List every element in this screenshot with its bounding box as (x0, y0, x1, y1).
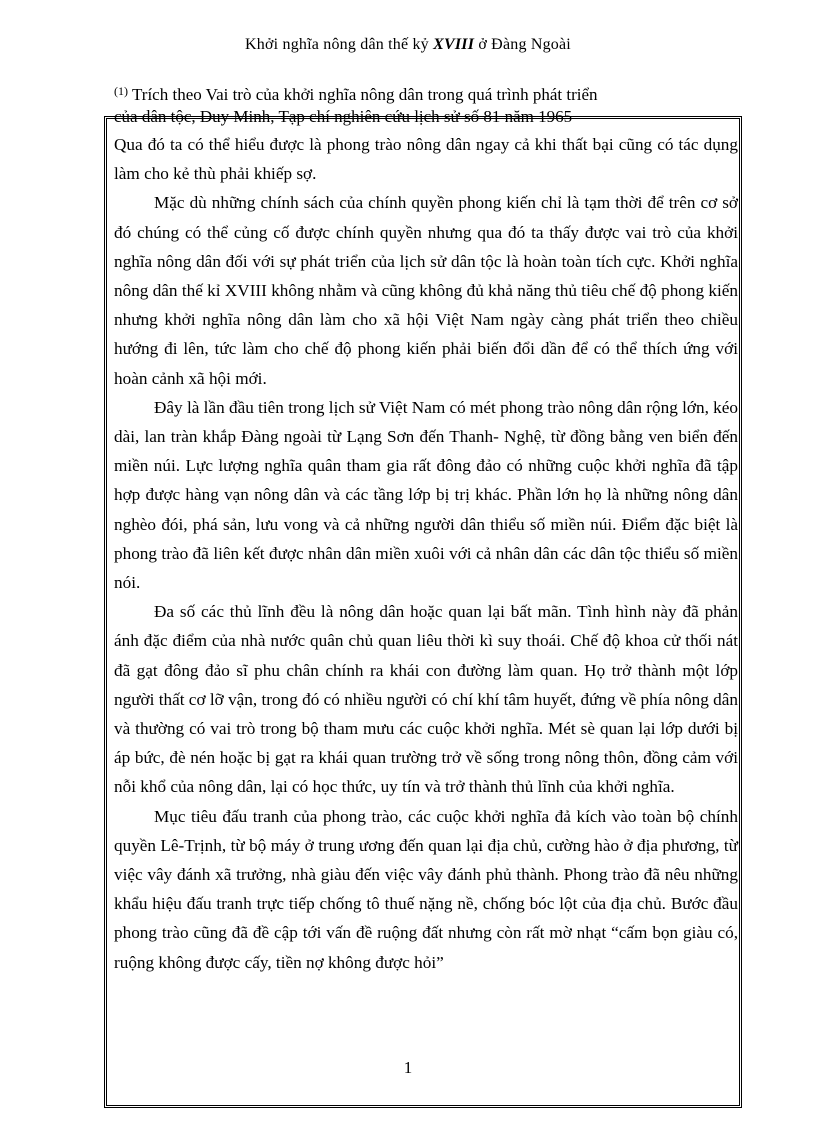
footnote-marker: (1) (114, 84, 128, 98)
header-suffix: ở Đàng Ngoài (474, 36, 571, 53)
footnote-line-1 (114, 80, 738, 106)
paragraph-3: Đây là lần đầu tiên trong lịch sử Việt Nam có mét phong trào nông dân rộng lớn, kéo dài, lan tràn khắp Đàng ngoài từ Lạng Sơn đến Thanh- Nghệ, từ đồng bằng ven biển đến miền núi. Lực lượng nghĩa quân tham gia rất đông đảo có những cuộc khởi nghĩa đã tập hợp được hàng vạn nông dân và các tầng lớp bị trị khác. Phần lớn họ là những nông dân nghèo đói, phá sản, lưu vong và cả những người dân thiểu số miền núi. Điểm đặc biệt là phong trào đã liên kết được nhân dân miền xuôi với cả nhân dân các dân tộc thiểu số miền nói. (114, 397, 738, 593)
page-number: 1 (403, 1058, 413, 1077)
paragraph-4: Đa số các thủ lĩnh đều là nông dân hoặc quan lại bất mãn. Tình hình này đã phản ánh đặc điểm của nhà nước quân chủ quan liêu thời kì suy thoái. Chế độ khoa cử thối nát đã gạt đông đảo sĩ phu chân chính ra khái con đường làm quan. Họ trở thành một lớp người thất cơ lỡ vận, trong đó có nhiều người có chí khí tâm huyết, đứng về phía nông dân và thường có vai trò trong bộ tham mưu các cuộc khởi nghĩa. Mét sè quan lại lớp dưới bị áp bức, đè nén hoặc bị gạt ra khái quan trường trở về sống trong nông thôn, đồng cảm với nỗi khổ của nông dân, lại có học thức, uy tín và trở thành thủ lĩnh của khởi nghĩa. (114, 602, 738, 797)
footnote-text-1: Trích theo Vai trò của khởi nghĩa nông dân trong quá trình phát triển (132, 85, 598, 104)
running-header (0, 36, 816, 54)
paragraph-5: Mục tiêu đấu tranh của phong trào, các cuộc khởi nghĩa đả kích vào toàn bộ chính quyền Lê-Trịnh, từ bộ máy ở trung ương đến quan lại địa chủ, cường hào ở địa phương, từ việc vây đánh xã trưởng, nhà giàu đến việc vây đánh phủ thành. Phong trào đã nêu những khẩu hiệu đấu tranh trực tiếp chống tô thuế nặng nề, chống bóc lột của địa chủ. Bước đầu phong trào cũng đã đề cập tới vấn đề ruộng đất nhưng còn rất mờ nhạt “cấm bọn giàu có, ruộng không được cấy, tiền nợ không được hỏi” (114, 806, 738, 972)
paragraph-2: Mặc dù những chính sách của chính quyền phong kiến chỉ là tạm thời để trên cơ sở đó chúng có thể củng cố được chính quyền nhưng qua đó ta thấy được vai trò của khởi nghĩa nông dân đối với sự phát triển của lịch sử dân tộc là hoàn toàn tích cực. Khởi nghĩa nông dân thế kỉ XVIII không nhằm và cũng không đủ khả năng thủ tiêu chế độ phong kiến nhưng khởi nghĩa nông dân làm cho xã hội Việt Nam ngày càng phát triển theo chiều hướng đi lên, tức làm cho chế độ phong kiến phải biến đổi dần để có thể thích ứng với hoàn cảnh xã hội mới. (114, 193, 738, 388)
body-text (114, 130, 738, 977)
paragraph-1: Qua đó ta có thể hiểu được là phong trào nông dân ngay cả khi thất bại cũng có tác dụng làm cho kẻ thù phải khiếp sợ. (114, 135, 738, 184)
footnote-line-2: của dân tộc, Duy Minh, Tạp chí nghiên cứu lịch sử số 81 năm 1965 (114, 107, 573, 126)
header-prefix: Khởi nghĩa nông dân thế kỷ (245, 36, 434, 53)
header-century: XVIII (433, 36, 475, 53)
